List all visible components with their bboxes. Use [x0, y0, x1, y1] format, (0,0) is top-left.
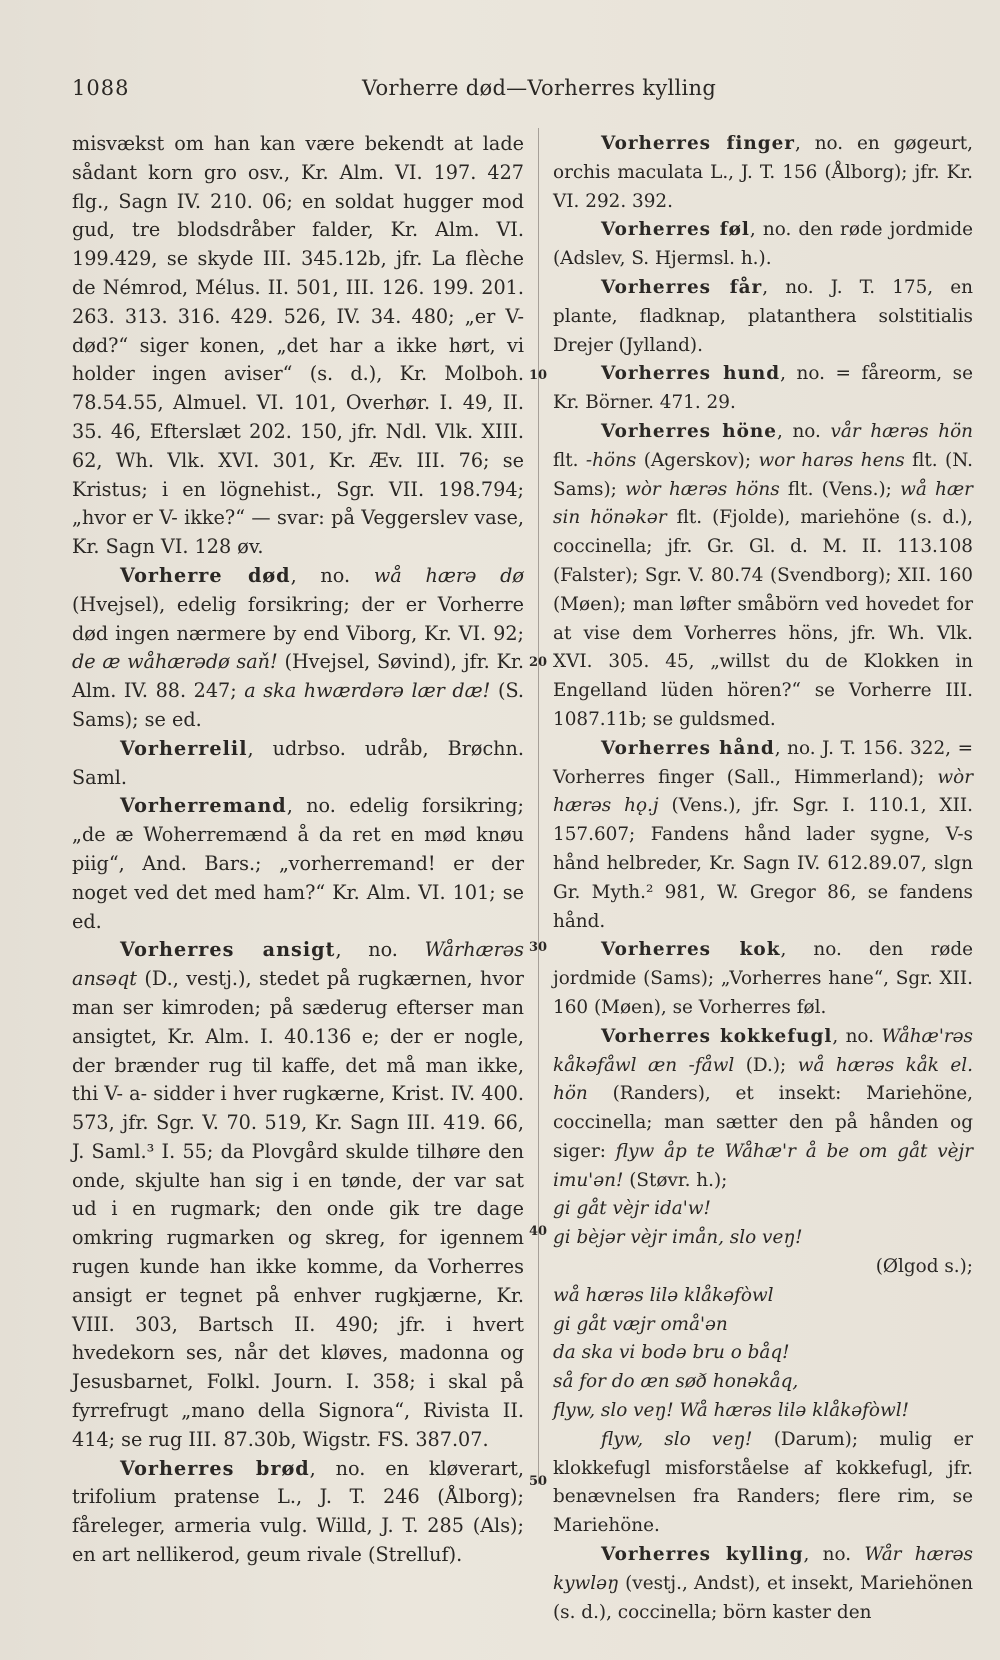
entry-vorherre-dod: Vorherre død, no. wå hærə dø (Hvejsel), edelig forsikring; der er Vorherre død ingen nærmere by end Viborg, Kr. VI. 92; de æ wåhærədø saň! (Hvejsel, Søvind), jfr. Kr. Alm. IV. 88. 247; a ska hwærdərə lær dæ! (S. Sams); se ed.	[72, 563, 524, 731]
headword: Vorherres får	[601, 276, 763, 298]
entry-vorherres-hand: Vorherres hånd, no. J. T. 156. 322, = Vorherres finger (Sall., Himmerland); wòr hærəs hǫ.j (Vens.), jfr. Sgr. I. 110.1, XII. 157.607; Fandens hånd lader sygne, V-s hånd helbreder, Kr. Sagn IV. 612.89.07, slgn Gr. Myth.² 981, W. Gregor 86, se fandens hånd.	[553, 737, 973, 932]
left-column	[72, 130, 524, 1570]
entry-vorherremand: Vorherremand, no. edelig forsikring; „de æ Woherremænd å da ret en mød knøu piig“, And. Bars.; „vorherremand! er der noget ved det med ham?“ Kr. Alm. VI. 101; se ed.	[72, 794, 524, 933]
entry-vorherrelil: Vorherrelil, udrbso. udråb, Brøchn. Saml.	[72, 736, 524, 789]
line-number-40: 40	[528, 1224, 548, 1239]
headword: Vorherres føl	[601, 219, 750, 241]
entry-vorherres-kokkefugl: Vorherres kokkefugl, no. Wåhæ'rəs kåkəfåwl æn -fåwl (D.); wå hærəs kåk el. hön (Randers), et insekt: Mariehöne, coccinella; man sætter den på hånden og siger: flyw åp te Wåhæ'r å be om gåt vèjr imu'ən! (Støvr. h.);	[553, 1025, 973, 1191]
headword: Vorherres kok	[601, 939, 781, 961]
column-divider	[538, 128, 539, 1484]
entry-vorherres-finger: Vorherres finger, no. en gøgeurt, orchis maculata L., J. T. 156 (Ålborg); jfr. Kr. VI. 292. 392.	[553, 133, 973, 212]
verse-line: så for do æn søð honəkåq,	[553, 1371, 799, 1393]
verse-line: gi gåt vèjr ida'w!	[553, 1198, 711, 1220]
verse-line: flyw, slo veŋ! Wå hærəs lilə klåkəfòwl!	[553, 1400, 909, 1422]
entry-continuation: misvækst om han kan være bekendt at lade sådant korn gro osv., Kr. Alm. VI. 197. 427 flg., Sagn IV. 210. 06; en soldat hugger mod gud, tre blodsdråber falder, Kr. Alm. VI. 199.429, se skyde III. 345.12b, jfr. La flèche de Némrod, Mélus. II. 501, III. 126. 199. 201. 263. 313. 316. 429. 526, IV. 34. 480; „er V- død?“ siger konen, „det har a ikke hørt, vi holder ingen aviser“ (s. d.), Kr. Molboh. 78.54.55, Almuel. VI. 101, Overhør. I. 49, II. 35. 46, Efterslæt 202. 150, jfr. Ndl. Vlk. XIII. 62, Wh. Vlk. XVI. 301, Kr. Æv. III. 76; se Kristus; i en lögnehist., Sgr. VII. 198.794; „hvor er V- ikke?“ — svar: på Veggerslev vase, Kr. Sagn VI. 128 øv.	[72, 132, 524, 559]
headword: Vorherres kokkefugl	[601, 1025, 833, 1047]
entry-vorherres-ansigt: Vorherres ansigt, no. Wårhærəs ansəqt (D., vestj.), stedet på rugkærnen, hvor man ser kimroden; på sæderug efterser man ansigtet, Kr. Alm. I. 40.136 e; der er nogle, der brænder rug til kaffe, det må man ikke, thi V- a- sidder i hver rugkærne, Krist. IV. 400. 573, jfr. Sgr. V. 70. 519, Kr. Sagn III. 419. 66, J. Saml.³ I. 55; da Plovgård skulde tilhøre den onde, skjulte han sig i en tønde, der var sat ud i en rugmark; den onde gik tre dage omkring rugmarken og skreg, for igennem rugen kunde han ikke komme, da Vorherres ansigt er tegnet på enhver rugkjærne, Kr. VIII. 303, Bartsch II. 490; jfr. i hvert hvedekorn ses, når det kløves, madonna og Jesusbarnet, Folkl. Journ. I. 358; i skal på fyrrefrugt „mano della Signora“, Rivista II. 414; se rug III. 87.30b, Wigstr. FS. 387.07.	[72, 938, 525, 1451]
running-head: Vorherre død—Vorherres kylling	[362, 76, 717, 100]
headword: Vorherre død	[120, 563, 291, 587]
entry-vorherres-hund: Vorherres hund, no. = fåreorm, se Kr. Börner. 471. 29.	[553, 363, 973, 414]
page-header	[72, 76, 960, 110]
headword: Vorherres kylling	[601, 1544, 804, 1566]
entry-vorherres-brod: Vorherres brød, no. en kløverart, trifolium pratense L., J. T. 246 (Ålborg); fåreleger, armeria vulg. Willd, J. T. 285 (Als); en art nellikerod, geum rivale (Strelluf).	[72, 1456, 524, 1567]
headword: Vorherres hund	[601, 363, 781, 385]
headword: Vorherres ansigt	[120, 938, 336, 962]
verse-line: da ska vi bodə bru o båq!	[553, 1342, 790, 1364]
entry-vorherres-kok: Vorherres kok, no. den røde jordmide (Sams); „Vorherres hane“, Sgr. XII. 160 (Møen), se Vorherres føl.	[553, 939, 973, 1018]
entry-continuation-darum: flyw, slo veŋ! (Darum); mulig er klokkefugl misforståelse af kokkefugl, jfr. benævnelsen fra Randers; flere rim, se Mariehöne.	[553, 1428, 974, 1537]
line-number-50: 50	[528, 1474, 548, 1489]
verse-line: gi gåt væjr omå'ən	[553, 1313, 728, 1335]
right-column	[553, 130, 973, 1627]
verse-line: gi bèjər vèjr imån, slo veŋ!	[553, 1227, 803, 1249]
entry-vorherres-hone: Vorherres höne, no. vår hærəs hön flt. -höns (Agerskov); wor harəs hens flt. (N. Sams); wòr hærəs höns flt. (Vens.); wå hær sin hönəkər flt. (Fjolde), mariehöne (s. d.), coccinella; jfr. Gr. Gl. d. M. II. 113.108 (Falster); Sgr. V. 80.74 (Svendborg); XII. 160 (Møen); man løfter småbörn ved hovedet for at vise dem Vorherres höns, jfr. Wh. Vlk. XVI. 305. 45, „willst du de Klokken in Engelland lüden hören?“ se Vorherre III. 1087.11b; se guldsmed.	[553, 420, 973, 730]
headword: Vorherres hånd	[601, 737, 775, 759]
line-number-10: 10	[528, 368, 548, 383]
verse-source: (Ølgod s.);	[875, 1256, 973, 1278]
line-number-20: 20	[528, 655, 548, 670]
entry-vorherres-kylling: Vorherres kylling, no. Wår hærəs kywləŋ (vestj., Andst), et insekt, Mariehönen (s. d.), coccinella; börn kaster den	[553, 1544, 973, 1623]
headword: Vorherrelil	[120, 736, 248, 760]
headword: Vorherres höne	[601, 420, 777, 442]
verse-block	[553, 1195, 973, 1425]
line-number-30: 30	[528, 940, 548, 955]
entry-vorherres-far: Vorherres får, no. J. T. 175, en plante, fladknap, platanthera solstitialis Drejer (Jylland).	[553, 276, 973, 356]
entry-vorherres-fol: Vorherres føl, no. den røde jordmide (Adslev, S. Hjermsl. h.).	[553, 219, 973, 270]
headword: Vorherres brød	[120, 1456, 310, 1480]
verse-line: wå hærəs lilə klåkəfòwl	[553, 1284, 774, 1306]
headword: Vorherres finger	[601, 133, 795, 154]
headword: Vorherremand	[120, 794, 287, 818]
page-number: 1088	[72, 76, 130, 100]
